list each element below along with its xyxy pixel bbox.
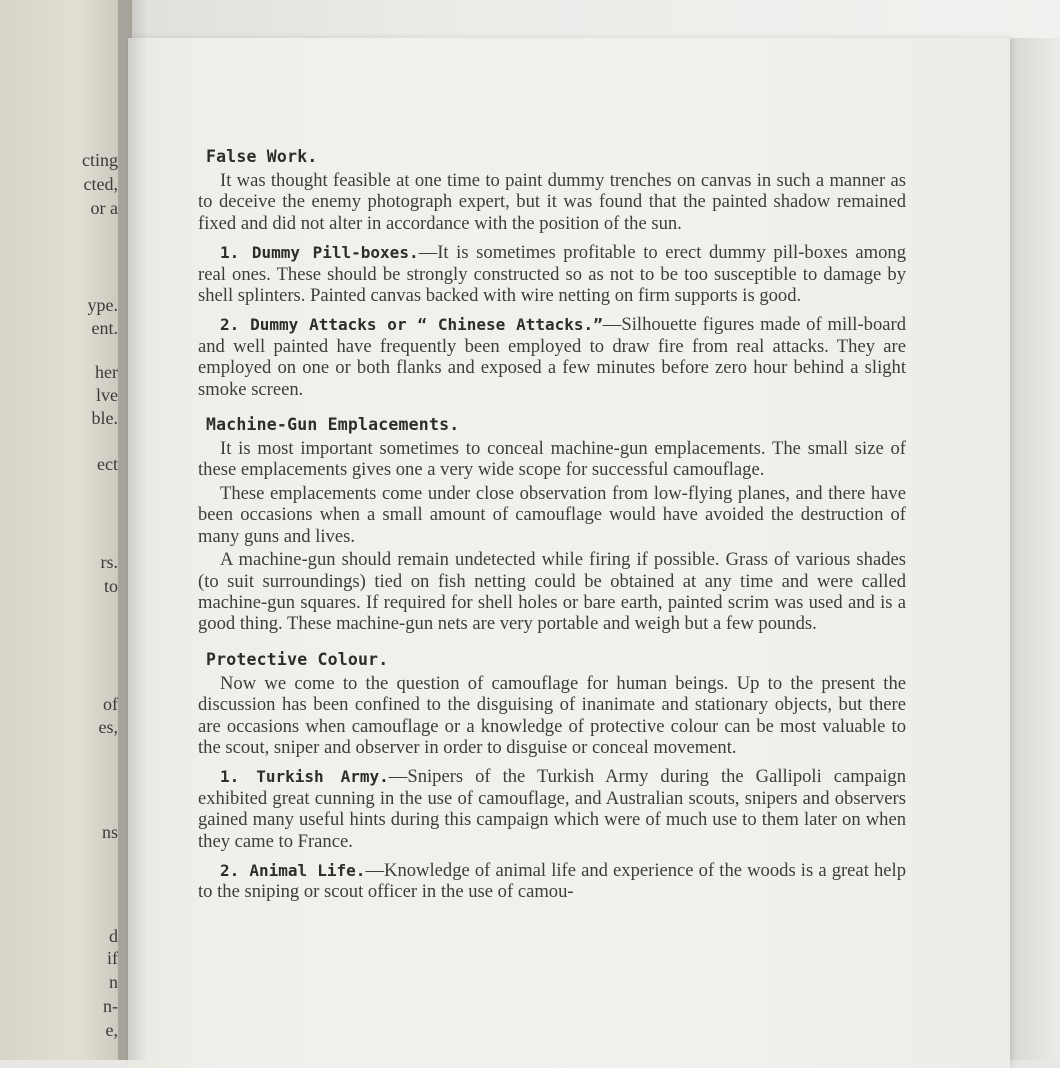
gutter-shadow	[118, 0, 148, 1060]
left-page-fragment: cted,	[83, 174, 118, 194]
left-page-fragment: ns	[101, 822, 118, 842]
left-page-fragment: e,	[105, 1020, 118, 1040]
machine-gun-paragraph: It is most important sometimes to conceal machine-gun emplacements. The small size of these emplacements gives one a very wide scope for successful camouflage.	[198, 438, 906, 481]
left-page-fragment: her	[95, 362, 118, 382]
page-text	[198, 146, 906, 911]
left-page-fragment: to	[103, 576, 118, 596]
left-page	[0, 0, 132, 1060]
item-text: —Knowledge of animal life and experience of the woods is a great help to the sniping or scout officer in the use of camou-	[198, 859, 906, 903]
item-text: —Silhouette figures made of mill-board and well painted have frequently been employed to draw fire from real attacks. They are employed on one or both flanks and exposed a few minutes before zero hour behind a slight smoke screen.	[198, 314, 906, 400]
item-lead: 2. Animal Life.	[220, 860, 366, 880]
item-lead: 1. Turkish Army.	[220, 767, 389, 787]
left-page-fragment: or a	[90, 198, 118, 218]
false-work-intro: It was thought feasible at one time to paint dummy trenches on canvas in such a manner as to deceive the enemy photograph expert, but it was found that the painted shadow remained fixed and did not alter in accordance with the position of the sun.	[198, 170, 906, 234]
machine-gun-paragraph: A machine-gun should remain undetected while firing if possible. Grass of various shades (to suit surroundings) tied on fish netting could be obtained at any time and were called machine-gun squares. If required for shell holes or bare earth, painted scrim was used and is a good thing. These machine-gun nets are very portable and weigh but a few pounds.	[198, 549, 906, 635]
section-heading-false-work: False Work.	[206, 147, 318, 166]
item-lead: 1. Dummy Pill-boxes.	[220, 243, 419, 263]
left-page-fragment: of	[103, 694, 118, 714]
section-heading-machine-gun: Machine-Gun Emplacements.	[206, 415, 460, 435]
item-lead: 2. Dummy Attacks or “ Chinese Attacks.”	[220, 315, 603, 335]
left-page-fragment: n	[109, 972, 118, 992]
left-page-fragment: ype.	[87, 295, 118, 315]
item-animal-life	[198, 860, 906, 903]
section-heading-protective-colour: Protective Colour.	[206, 649, 389, 669]
left-page-fragment: es,	[98, 717, 118, 737]
left-page-fragment: ent.	[91, 318, 118, 338]
left-page-fragment: cting	[82, 150, 118, 170]
left-page-fragment: rs.	[100, 552, 118, 572]
item-text: —It is sometimes profitable to erect dummy pill-boxes among real ones. These should be strongly constructed so as not to be too susceptible to damage by shell splinters. Painted canvas backed with wire netting on firm supports is good.	[198, 242, 907, 307]
item-turkish-army	[198, 766, 906, 852]
item-dummy-attacks	[198, 314, 906, 400]
protective-colour-intro: Now we come to the question of camouflage for human beings. Up to the present the discussion has been confined to the disguising of inanimate and stationary objects, but there are occasions when camouflage or a knowledge of protective colour can be most valuable to the scout, sniper and observer in order to disguise or conceal movement.	[198, 672, 906, 758]
item-dummy-pill-boxes	[198, 242, 906, 306]
left-page-fragment: d	[109, 926, 118, 946]
left-page-fragment: if	[107, 948, 118, 968]
left-page-fragment: ect	[97, 454, 118, 474]
machine-gun-paragraph: These emplacements come under close observation from low-flying planes, and there have been occasions when a small amount of camouflage would have avoided the destruction of many guns and lives.	[198, 482, 906, 547]
page-edge	[1008, 38, 1060, 1060]
left-page-fragment: n-	[103, 996, 118, 1016]
item-text: —Snipers of the Turkish Army during the Gallipoli campaign exhibited great cunning in the use of camouflage, and Australian scouts, snipers and observers gained many useful hints during this campaign which were of much use to them later on when they came to France.	[198, 766, 906, 852]
left-page-fragment: ble.	[91, 408, 118, 428]
left-page-fragment: lve	[96, 385, 118, 405]
